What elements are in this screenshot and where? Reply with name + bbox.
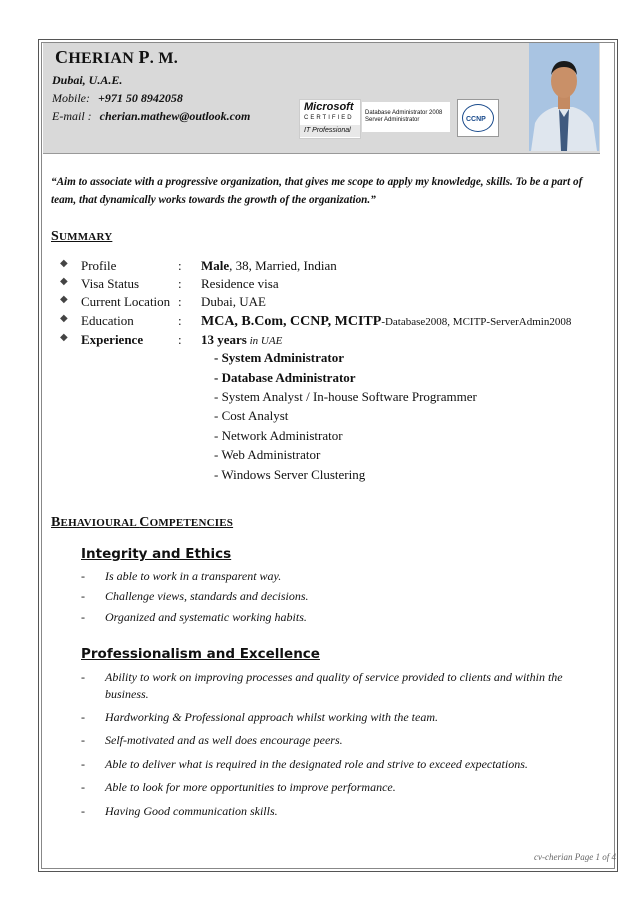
competencies-title: BEHAVIOURAL COMPETENCIES	[51, 515, 234, 530]
location: Dubai, U.A.E.	[52, 73, 123, 87]
role-item: - Database Administrator	[214, 370, 356, 385]
profile-photo	[529, 43, 599, 151]
competency-heading-professionalism: Professionalism and Excellence	[81, 646, 320, 662]
summary-title: SUMMARY	[51, 229, 113, 244]
email-line: E-mail : cherian.mathew@outlook.com	[52, 109, 251, 123]
role-item: - Web Administrator	[214, 447, 321, 462]
diamond-bullet-icon: ◆	[60, 294, 68, 305]
diamond-bullet-icon: ◆	[60, 332, 68, 343]
competency-heading-integrity: Integrity and Ethics	[81, 546, 232, 562]
person-photo-icon	[529, 43, 599, 151]
career-objective: “Aim to associate with a progressive organization, that gives me scope to apply my knowledge, skills. To be a part of team, that dynamically works towards the growth of the organization.”	[51, 176, 583, 206]
diamond-bullet-icon: ◆	[60, 258, 68, 269]
mobile-number: +971 50 8942058	[98, 91, 183, 105]
page-footer: cv-cherian Page 1 of 4	[534, 852, 616, 862]
diamond-bullet-icon: ◆	[60, 276, 68, 287]
ccnp-logo: CCNP	[457, 99, 499, 137]
candidate-name: CHERIAN P. M.	[55, 47, 179, 67]
role-item: - Windows Server Clustering	[214, 467, 366, 482]
role-item: - System Administrator	[214, 350, 344, 365]
mobile-line: Mobile: +971 50 8942058	[52, 91, 183, 105]
diamond-bullet-icon: ◆	[60, 313, 68, 324]
header-panel	[43, 43, 600, 154]
role-item: - Network Administrator	[214, 428, 343, 443]
certification-badge: Database Administrator 2008 Server Administrator	[362, 102, 450, 132]
email-address: cherian.mathew@outlook.com	[99, 109, 251, 123]
role-item: - System Analyst / In-house Software Programmer	[214, 389, 477, 404]
role-item: - Cost Analyst	[214, 408, 289, 423]
microsoft-certified-logo: Microsoft CERTIFIED IT Professional	[299, 99, 361, 139]
